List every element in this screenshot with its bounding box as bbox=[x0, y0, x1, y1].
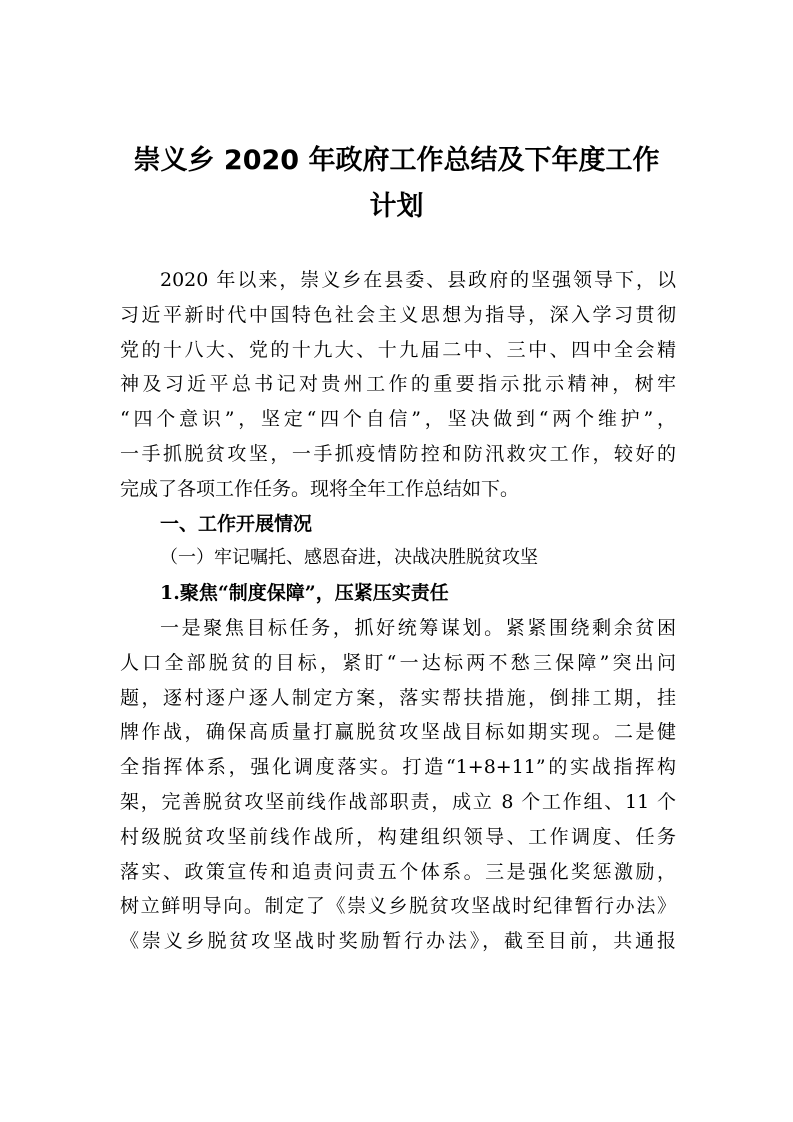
intro-line-1: 2020 年以来，崇义乡在县委、县政府的坚强领导下，以 bbox=[160, 269, 676, 291]
intro-line-3: 党的十八大、党的十九大、十九届二中、三中、四中全会精 bbox=[120, 338, 676, 361]
title-line-1: 崇义乡 2020 年政府工作总结及下年度工作 bbox=[133, 145, 660, 176]
document-title bbox=[100, 138, 693, 230]
item-line-8: 落实、政策宣传和追责问责五个体系。三是强化奖惩激励， bbox=[120, 860, 676, 883]
intro-line-7: 完成了各项工作任务。现将全年工作总结如下。 bbox=[120, 477, 520, 500]
item-line-7: 村级脱贫攻坚前线作战所，构建组织领导、工作调度、任务 bbox=[120, 825, 676, 848]
intro-line-2: 习近平新时代中国特色社会主义思想为指导，深入学习贯彻 bbox=[120, 303, 676, 326]
item-line-3: 题，逐村逐户逐人制定方案，落实帮扶措施，倒排工期，挂 bbox=[120, 686, 676, 709]
item-line-4: 牌作战，确保高质量打赢脱贫攻坚战目标如期实现。二是健 bbox=[120, 721, 676, 744]
item-line-1: 一是聚焦目标任务，抓好统筹谋划。紧紧围绕剩余贫困 bbox=[160, 616, 676, 639]
title-line-2: 计划 bbox=[369, 191, 424, 222]
item-line-6: 架，完善脱贫攻坚前线作战部职责，成立 8 个工作组、11 个 bbox=[120, 790, 676, 813]
item-line-5: 全指挥体系，强化调度落实。打造“1+8+11”的实战指挥构 bbox=[120, 756, 676, 779]
document-body bbox=[120, 263, 676, 959]
section-heading: 一、工作开展情况 bbox=[160, 512, 313, 535]
intro-line-6: 一手抓脱贫攻坚，一手抓疫情防控和防汛救灾工作，较好的 bbox=[120, 442, 676, 465]
intro-line-4: 神及习近平总书记对贵州工作的重要指示批示精神，树牢 bbox=[120, 373, 676, 396]
item-line-10: 《崇义乡脱贫攻坚战时奖励暂行办法》，截至目前，共通报 bbox=[120, 930, 676, 953]
item-heading: 1.聚焦“制度保障”，压紧压实责任 bbox=[160, 582, 449, 605]
intro-line-5: “四个意识”，坚定“四个自信”，坚决做到“两个维护”， bbox=[120, 408, 676, 431]
subsection-heading: （一）牢记嘱托、感恩奋进，决战决胜脱贫攻坚 bbox=[160, 547, 538, 569]
item-line-9: 树立鲜明导向。制定了《崇义乡脱贫攻坚战时纪律暂行办法》 bbox=[120, 895, 676, 918]
item-line-2: 人口全部脱贫的目标，紧盯“一达标两不愁三保障”突出问 bbox=[120, 651, 676, 674]
